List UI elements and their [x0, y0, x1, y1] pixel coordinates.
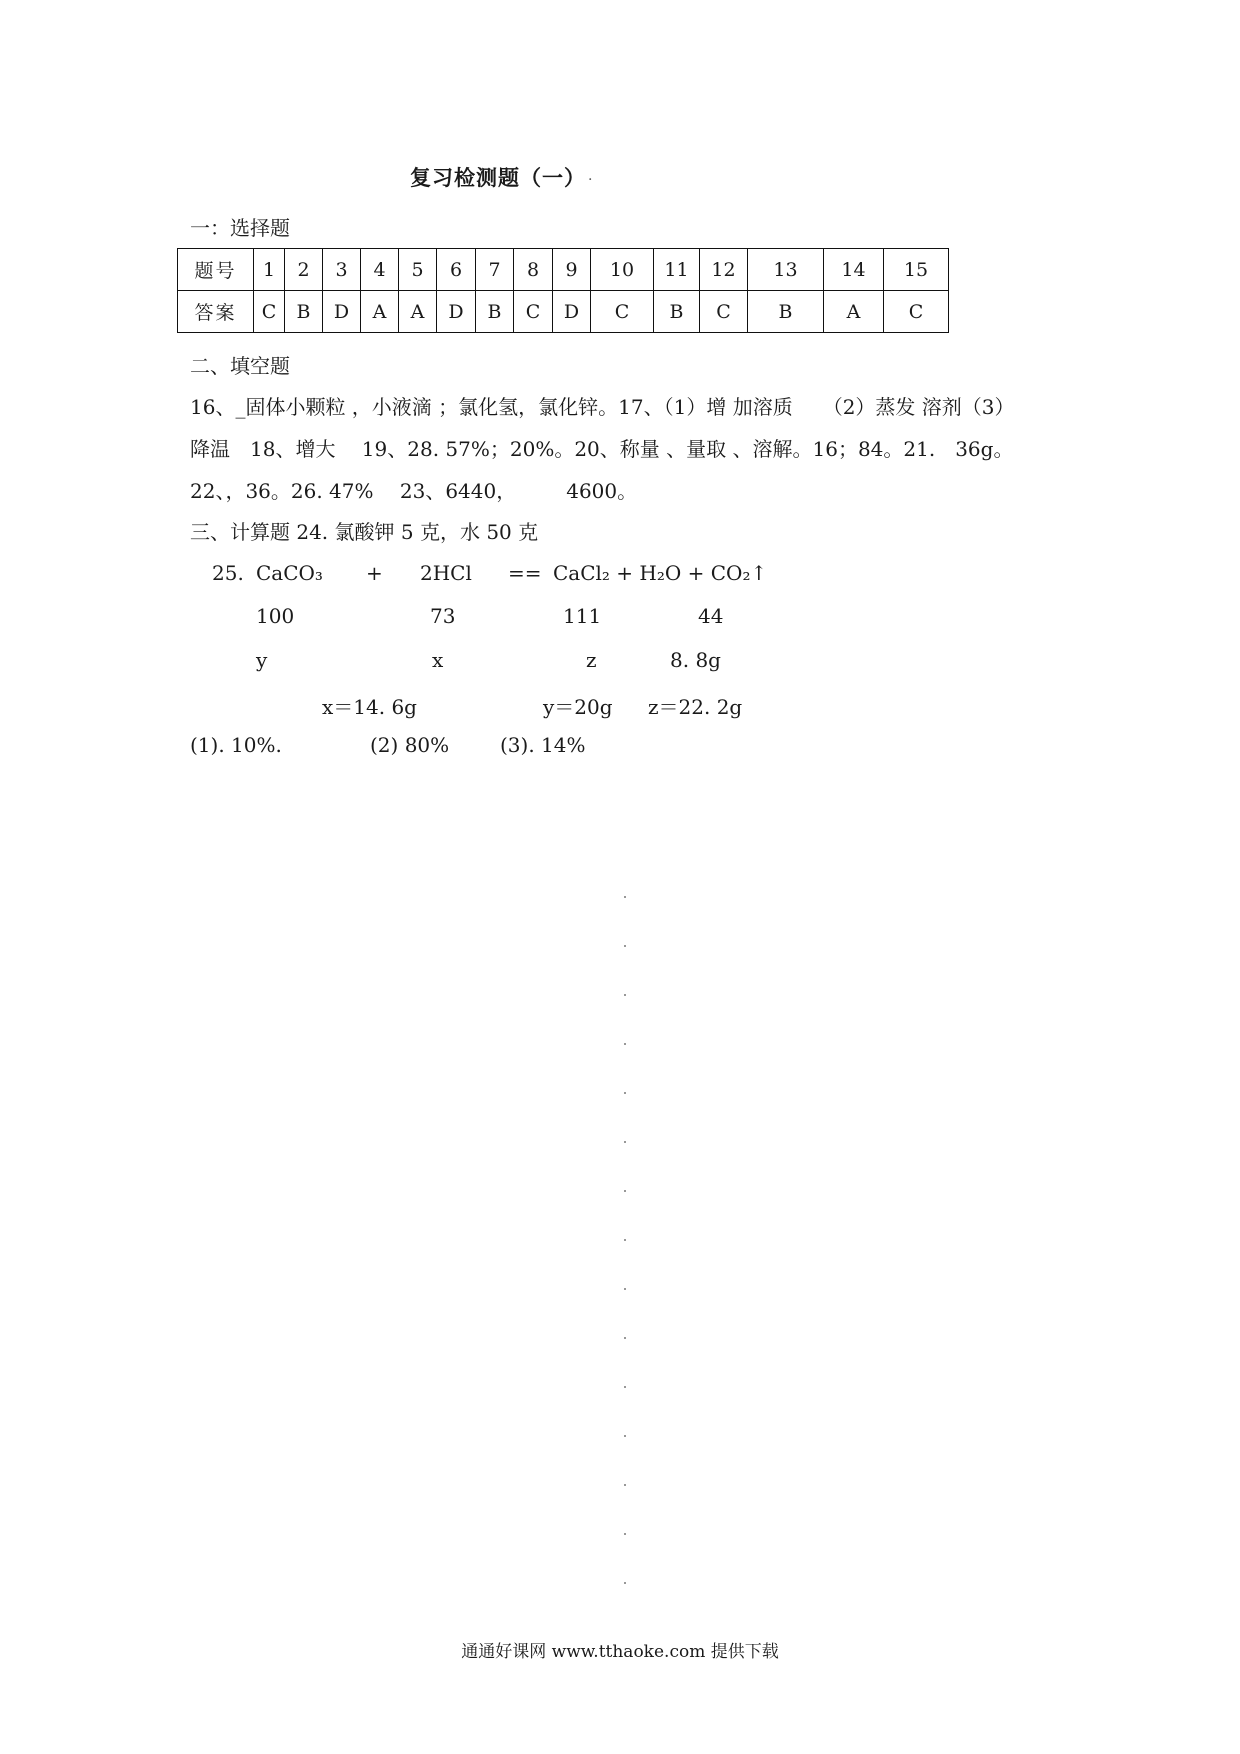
scan-dot	[624, 1288, 626, 1290]
question-number: 5	[399, 249, 437, 291]
page-footer: 通通好课网 www.tthaoke.com 提供下载	[461, 1642, 779, 1662]
molar-mass: 100	[256, 604, 295, 628]
answer-cell: A	[824, 291, 884, 333]
answer-cell: D	[323, 291, 361, 333]
answer-cell: C	[254, 291, 285, 333]
plus-sign: +	[366, 561, 383, 585]
question-number: 3	[323, 249, 361, 291]
equals-sign: ==	[508, 561, 542, 585]
section-choice-label: 一：选择题	[190, 216, 290, 240]
fill-answer-line: 16、_固体小颗粒 ，小液滴 ；氯化氢，氯化锌。17、（1）增 加溶质 （2）蒸发 溶剂（3）	[190, 395, 1015, 419]
question-number: 15	[884, 249, 949, 291]
final-answer: (1). 10%.	[190, 733, 282, 757]
answer-cell: A	[399, 291, 437, 333]
question-number: 7	[476, 249, 514, 291]
scan-dot	[624, 945, 626, 947]
row-header-answers: 答案	[178, 291, 254, 333]
result-x: x＝14. 6g	[322, 695, 417, 719]
scan-dot	[624, 1043, 626, 1045]
scan-dot	[624, 1484, 626, 1486]
unknown-mass: z	[586, 648, 597, 672]
fill-answer-line: 降温 18、增大 19、28. 57%；20%。20、称量 、量取 、溶解。16；84。21. 36g。	[190, 437, 1014, 461]
question-number: 4	[361, 249, 399, 291]
question-number: 2	[285, 249, 323, 291]
answer-cell: C	[700, 291, 748, 333]
fill-answer-line: 22、，36。26. 47% 23、6440， 4600。	[190, 479, 638, 503]
answer-cell: C	[591, 291, 654, 333]
question-number: 13	[748, 249, 824, 291]
scan-dot	[624, 1337, 626, 1339]
table-row-answers	[178, 291, 949, 333]
scan-dot	[624, 1092, 626, 1094]
molar-mass: 111	[563, 604, 602, 628]
scan-dot	[624, 1533, 626, 1535]
page-title: 复习检测题（一）	[410, 165, 586, 190]
question-number: 14	[824, 249, 884, 291]
question-number: 6	[437, 249, 476, 291]
row-header-numbers: 题号	[178, 249, 254, 291]
scan-dot	[624, 1386, 626, 1388]
answer-cell: A	[361, 291, 399, 333]
question-number: 11	[654, 249, 700, 291]
question-number: 9	[553, 249, 591, 291]
molar-mass: 44	[698, 604, 724, 628]
question-number: 12	[700, 249, 748, 291]
answer-cell: D	[437, 291, 476, 333]
section-calc-label: 三、计算题 24. 氯酸钾 5 克，水 50 克	[190, 520, 539, 544]
answer-cell: B	[748, 291, 824, 333]
question-number: 1	[254, 249, 285, 291]
scan-dot	[624, 1141, 626, 1143]
unknown-mass: x	[432, 648, 444, 672]
answer-cell: B	[285, 291, 323, 333]
reactant-hcl: 2HCl	[420, 561, 472, 585]
scan-dot	[624, 1239, 626, 1241]
answer-cell: B	[476, 291, 514, 333]
answer-cell: D	[553, 291, 591, 333]
scan-dot	[624, 1435, 626, 1437]
answer-cell: C	[514, 291, 553, 333]
question-number: 10	[591, 249, 654, 291]
section-fill-label: 二、填空题	[190, 354, 290, 378]
result-z: z＝22. 2g	[648, 695, 743, 719]
scan-dot	[624, 1190, 626, 1192]
given-mass: 8. 8g	[670, 648, 721, 672]
reactant-caco3: CaCO₃	[256, 561, 323, 585]
table-row-numbers	[178, 249, 949, 291]
answer-cell: B	[654, 291, 700, 333]
products: CaCl₂ + H₂O + CO₂↑	[553, 561, 768, 585]
equation-number: 25.	[212, 561, 244, 585]
final-answer: (2) 80%	[370, 733, 450, 757]
result-y: y＝20g	[543, 695, 613, 719]
unknown-mass: y	[256, 648, 268, 672]
question-number: 8	[514, 249, 553, 291]
answer-table	[177, 248, 949, 333]
answer-cell: C	[884, 291, 949, 333]
title-mark: .	[588, 168, 593, 184]
final-answer: (3). 14%	[500, 733, 586, 757]
scan-dot	[624, 1582, 626, 1584]
scan-dot	[624, 896, 626, 898]
molar-mass: 73	[430, 604, 456, 628]
scan-dot	[624, 994, 626, 996]
